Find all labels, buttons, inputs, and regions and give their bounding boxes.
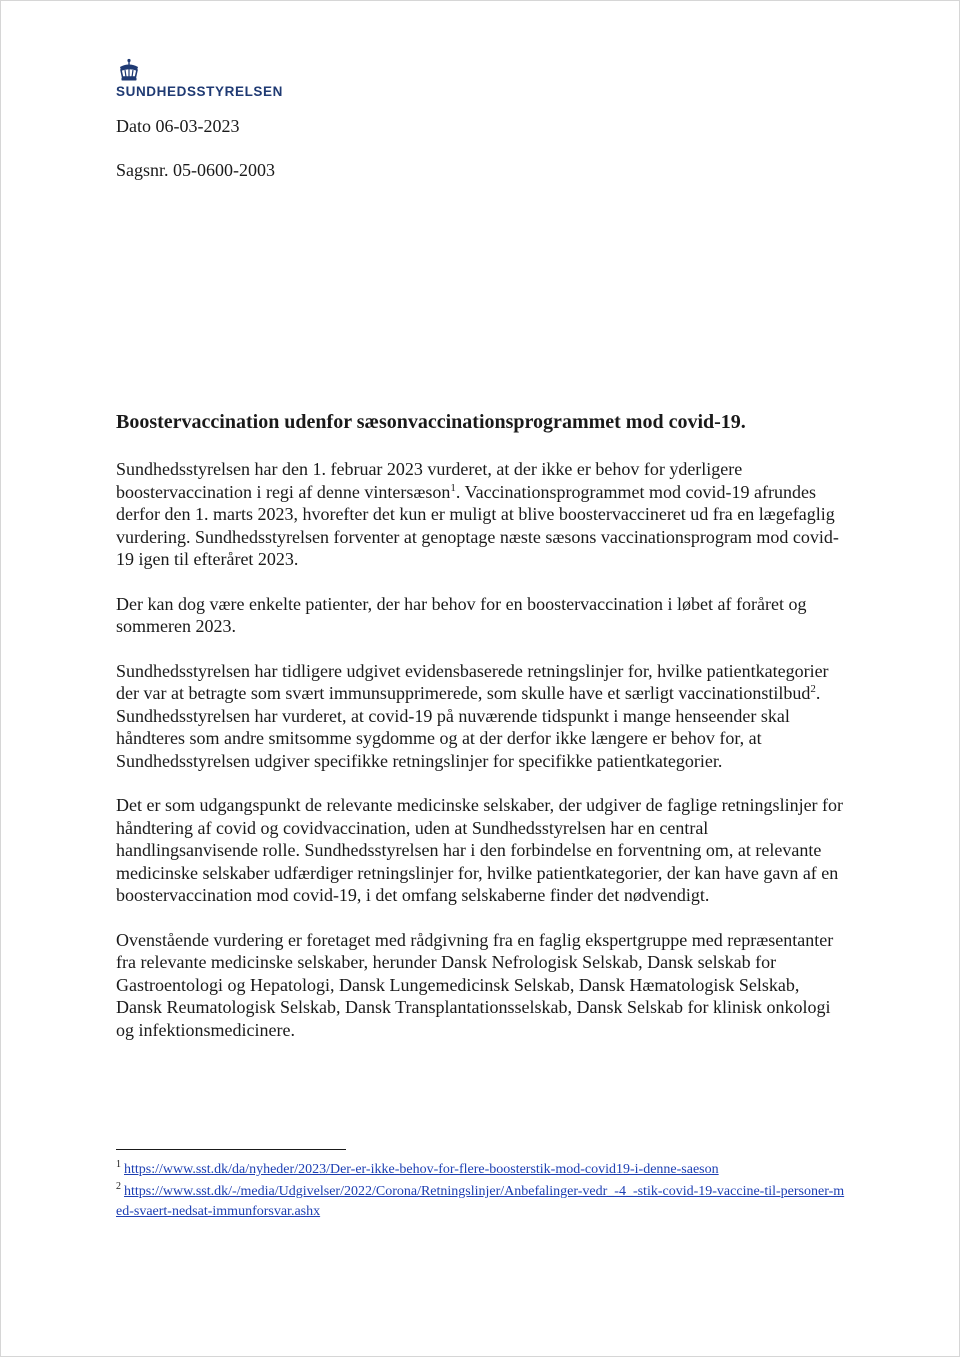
footnote-ref-1[interactable]: 1 [450,481,456,494]
paragraph-1 [116,458,846,571]
paragraph-5: Ovenstående vurdering er foretaget med rådgivning fra en faglig ekspertgruppe med repræsentanter fra relevante medicinske selskaber, herunder Dansk Nefrologisk Selskab, Dansk selskab for Gastroentologi og Hepatologi, Dansk Lungemedicinsk Selskab, Dansk Hæmatologisk Selskab, Dansk Reumatologisk Selskab, Dansk Transplantationsselskab, Dansk Selskab for klinisk onkologi og infektionsmedicinere. [116,929,834,1040]
footnote-1 [116,1160,846,1180]
paragraph-3 [116,660,846,773]
paragraph-1-text-a: Sundhedsstyrelsen har den 1. februar 2023 vurderet, at der ikke er behov for yderligere boostervaccination i regi af denne vintersæson [116,459,743,502]
footnote-2 [116,1182,846,1222]
paragraph-1-text-b: . Vaccinationsprogrammet mod covid-19 afrundes derfor den 1. marts 2023, hvorefter det kun er muligt at blive boostervaccineret ud fra en lægefaglig vurdering. Sundhedsstyrelsen forventer at genoptage næste sæsons vaccinationsprogram mod covid-19 igen til efteråret 2023. [116,481,839,569]
footnote-ref-2[interactable]: 2 [810,683,816,695]
logo-text: SUNDHEDSSTYRELSEN [116,84,283,99]
document-date: Dato 06-03-2023 [116,116,240,136]
footnote-number: 2 [116,1181,121,1193]
footnote-number: 1 [116,1159,121,1171]
paragraph-4: Det er som udgangspunkt de relevante medicinske selskaber, der udgiver de faglige retningslinjer for håndtering af covid og covidvaccination, uden at Sundhedsstyrelsen har en central handlingsanvisende rolle. Sundhedsstyrelsen har i den forbindelse en forventning om, at relevante medicinske selskaber udfærdiger retningslinjer for, hvilke patientkategorier, der kan have gavn af en boostervaccination mod covid-19, i det omfang selskaberne finder det nødvendigt. [116,795,844,905]
paragraph-3-text-a: Sundhedsstyrelsen har tidligere udgivet evidensbaserede retningslinjer for, hvilke patientkategorier der var at betragte som svært immunsupprimerede, som skulle have et særligt vaccinationstilbud [116,660,829,703]
paragraph-2: Der kan dog være enkelte patienter, der har behov for en boostervaccination i løbet af foråret og sommeren 2023. [116,593,807,636]
footnote-separator [116,1149,346,1150]
footnote-link-1[interactable]: https://www.sst.dk/da/nyheder/2023/Der-er-ikke-behov-for-flere-boosterstik-mod-covid19-i-denne-saeson [124,1162,719,1177]
case-number: Sagsnr. 05-0600-2003 [116,160,275,180]
crown-icon [116,58,142,84]
body-text [116,458,846,1063]
footnotes [116,1160,846,1224]
paragraph-3-text-b: . Sundhedsstyrelsen har vurderet, at covid-19 på nuværende tidspunkt i mange henseender skal håndteres som andre smitsomme sygdomme og at der derfor ikke længere er behov for, at Sundhedsstyrelsen udgiver specifikke retningslinjer for specifikke patientkategorier. [116,683,821,771]
document-title: Boostervaccination udenfor sæsonvaccinationsprogrammet mod covid-19. [116,411,746,433]
footnote-link-2[interactable]: https://www.sst.dk/-/media/Udgivelser/2022/Corona/Retningslinjer/Anbefalinger-vedr_-4_-stik-covid-19-vaccine-til-personer-med-svaert-nedsat-immunforsvar.ashx [116,1184,845,1219]
